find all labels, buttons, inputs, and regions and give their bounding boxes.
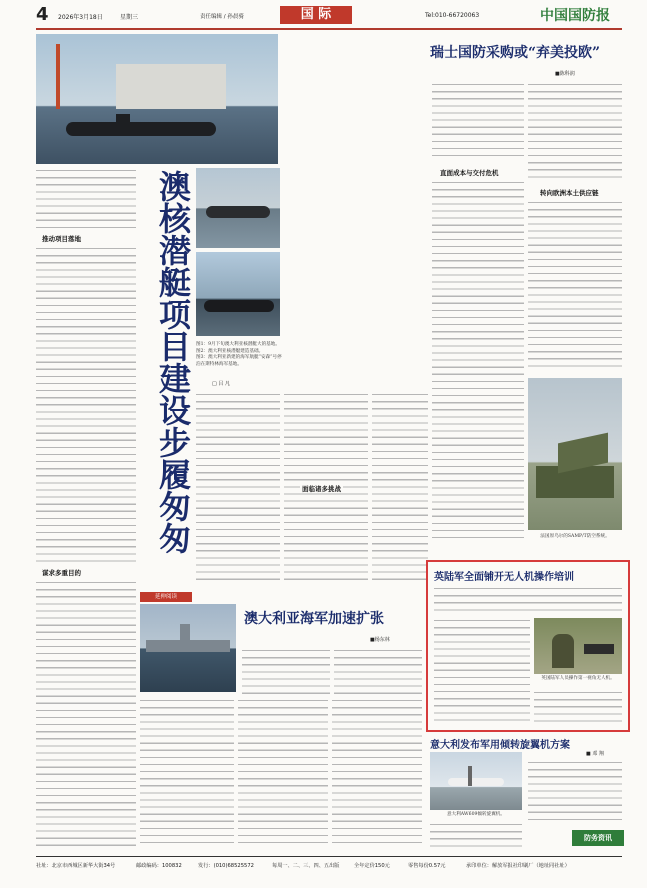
footer-phone: 发行：(010)68525572 xyxy=(198,863,254,869)
lead-text-col1c xyxy=(36,580,136,852)
masthead-logo: 中国国防报 xyxy=(540,8,610,24)
lead-text-col4 xyxy=(372,392,428,580)
swiss-text-c xyxy=(528,82,622,182)
drone-shape xyxy=(584,644,614,654)
defense-info-badge xyxy=(572,830,624,846)
lead-text-col2 xyxy=(196,392,280,580)
lead-captions xyxy=(196,342,286,368)
uk-photo-drone xyxy=(534,618,622,674)
lead-author: □ 吕 凡 xyxy=(212,381,230,387)
uk-text-a xyxy=(434,586,622,614)
header-phone: Tel:010-66720063 xyxy=(425,12,480,19)
soldier-shape xyxy=(552,634,574,668)
truck-shape xyxy=(536,466,614,498)
header-rule xyxy=(36,28,622,30)
footer-price-year: 全年定价150元 xyxy=(354,863,390,869)
warship-mast xyxy=(180,624,190,642)
subhead-1: 推动项目落地 xyxy=(42,235,81,243)
caption-3: 图3：澳大利亚新建的海军航艇“安森”号停泊在斯特林海军基地。 xyxy=(196,355,282,367)
italy-photo-aw609 xyxy=(430,752,522,810)
uk-story-box xyxy=(426,560,630,732)
aus-navy-section xyxy=(140,590,424,852)
aircraft-body xyxy=(448,778,504,786)
italy-headline: 意大利发布军用倾转旋翼机方案 xyxy=(430,740,570,751)
swiss-photo-caption: 法国原乌尔的SAMP/T防空系统。 xyxy=(540,534,610,539)
aus-navy-text-e xyxy=(332,698,422,848)
building-shape xyxy=(116,64,226,109)
swiss-author: ■陈科润 xyxy=(555,71,575,77)
footer-printer: 承印单位：解放军报社印刷厂（地址同社址） xyxy=(466,863,570,869)
sub-shape-3 xyxy=(204,300,274,312)
lead-text-col1b xyxy=(36,246,136,564)
footer-postcode: 邮政编码：100832 xyxy=(136,863,182,869)
issue-date: 2026年3月18日 xyxy=(58,14,103,21)
italy-text-b xyxy=(528,760,622,824)
weekday: 星期三 xyxy=(120,14,139,21)
swiss-text-a xyxy=(432,82,524,162)
uk-text-c xyxy=(534,690,622,722)
aus-navy-text-a xyxy=(242,648,330,694)
subhead-2: 谋求多重目的 xyxy=(42,569,81,577)
swiss-text-b xyxy=(432,180,524,540)
caption-2: 图2：澳大利亚核潜艇建造基础。 xyxy=(196,348,264,354)
footer-rule xyxy=(36,856,622,857)
lead-headline: 澳核潜艇项目建设步履匆匆 xyxy=(154,170,192,554)
italy-text-a xyxy=(430,822,522,852)
editor-credit: 责任编辑 / 孙晨骑 xyxy=(200,14,244,20)
footer-schedule: 每周一、二、三、四、五出版 xyxy=(272,863,340,869)
subhead-3: 面临诸多挑战 xyxy=(302,485,341,493)
footer xyxy=(36,860,626,880)
italy-photo-caption: 意大利AW609倾转旋翼机。 xyxy=(447,812,505,817)
lead-photo-2 xyxy=(196,168,280,248)
aus-navy-text-b xyxy=(334,648,422,694)
uk-headline: 英陆军全面铺开无人机操作培训 xyxy=(434,572,574,583)
extended-reading-text: 延伸阅读 xyxy=(154,594,177,600)
aus-navy-author: ■杨东林 xyxy=(370,637,390,643)
extended-reading-label xyxy=(140,592,192,602)
swiss-photo-samp xyxy=(528,378,622,530)
footer-address: 社址：北京市西城区新华大街34号 xyxy=(36,863,116,869)
aircraft-rotor xyxy=(468,766,472,786)
aus-navy-text-d xyxy=(238,698,328,848)
italy-author: ■ 邓 翔 xyxy=(586,751,604,757)
defense-info-text: 防务资讯 xyxy=(584,834,612,842)
submarine-tower xyxy=(116,114,130,124)
swiss-subhead-2: 转向欧洲本土供应链 xyxy=(540,189,599,197)
submarine-shape xyxy=(66,122,216,136)
page-number: 4 xyxy=(36,4,49,25)
section-badge: 国 际 xyxy=(280,6,352,24)
hull-shape xyxy=(206,206,270,218)
footer-price-each: 零售每份0.57元 xyxy=(408,863,446,869)
lead-text-col1 xyxy=(36,168,136,228)
page-header xyxy=(0,0,647,30)
uk-text-b xyxy=(434,618,530,722)
swiss-subhead-1: 直面成本与交付危机 xyxy=(440,169,499,177)
swiss-headline: 瑞士国防采购或“弃美投欧” xyxy=(430,45,601,61)
aus-navy-text-c xyxy=(140,698,234,848)
swiss-text-d xyxy=(528,200,622,372)
caption-1: 图1：9月下旬澳大利亚核潜艇大的基地。 xyxy=(196,342,280,347)
crane-shape xyxy=(56,44,60,109)
uk-photo-caption: 英国陆军人员操作第一视角无人机。 xyxy=(541,676,615,681)
lead-photo-3 xyxy=(196,252,280,336)
lead-photo-submarine xyxy=(36,34,278,164)
aus-navy-photo xyxy=(140,604,236,692)
aus-navy-headline: 澳大利亚海军加速扩张 xyxy=(244,611,384,627)
